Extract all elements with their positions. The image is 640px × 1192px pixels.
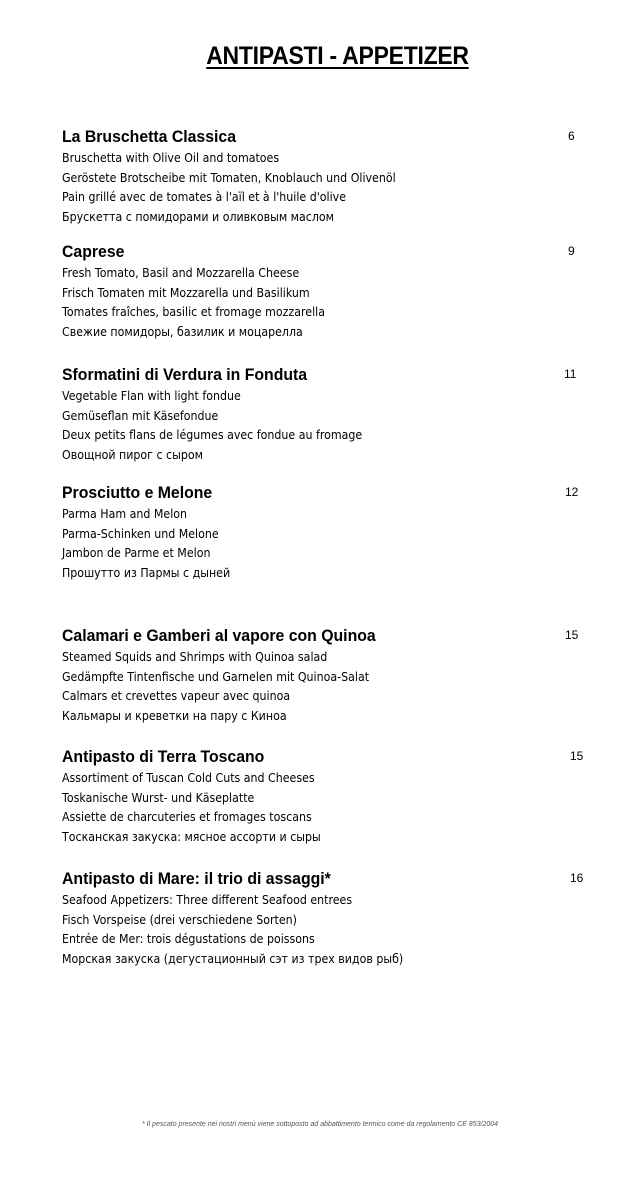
item-description: Steamed Squids and Shrimps with Quinoa salad: [62, 650, 328, 664]
footnote: * Il pescato presente nei nostri menù viene sottoposto ad abbattimento termico come da regolamento CE 853/2004: [141, 1121, 499, 1128]
item-description: Jambon de Parme et Melon: [62, 546, 211, 560]
item-description: Toskanische Wurst- und Käseplatte: [62, 790, 255, 805]
item-title: Sformatini di Verdura in Fonduta: [62, 365, 308, 384]
item-description: Овощной пирог с сыром: [62, 447, 203, 462]
item-description: Свежие помидоры, базилик и моцарелла: [62, 324, 303, 339]
item-description: Tomates fraîches, basilic et fromage mozzarella: [62, 305, 325, 319]
item-description: Geröstete Brotscheibe mit Tomaten, Knoblauch und Olivenöl: [62, 170, 396, 185]
item-title: Caprese: [62, 242, 125, 261]
item-description: Entrée de Mer: trois dégustations de poissons: [62, 932, 315, 946]
menu-item: [62, 240, 602, 342]
item-description: Fisch Vorspeise (drei verschiedene Sorten): [62, 912, 297, 927]
item-title: La Bruschetta Classica: [62, 127, 236, 146]
item-title: Calamari e Gamberi al vapore con Quinoa: [62, 626, 376, 645]
menu-item: [62, 624, 602, 726]
item-price: 15: [570, 749, 584, 763]
item-description: Прошутто из Пармы с дыней: [62, 565, 231, 580]
item-price: 9: [568, 244, 575, 258]
menu-item: [62, 745, 602, 847]
item-description: Deux petits flans de légumes avec fondue au fromage: [62, 428, 363, 442]
item-description: Seafood Appetizers: Three different Seafood entrees: [62, 893, 353, 907]
item-description: Frisch Tomaten mit Mozzarella und Basilikum: [62, 285, 310, 300]
item-description: Gedämpfte Tintenfische und Garnelen mit Quinoa-Salat: [62, 669, 370, 684]
item-price: 11: [564, 367, 577, 381]
item-description: Assiette de charcuteries et fromages toscans: [62, 810, 312, 824]
item-description: Fresh Tomato, Basil and Mozzarella Cheese: [62, 266, 300, 280]
page-title: ANTIPASTI - APPETIZER: [206, 42, 469, 70]
item-description: Bruschetta with Olive Oil and tomatoes: [62, 151, 280, 165]
item-description: Parma-Schinken und Melone: [62, 526, 219, 541]
item-title: Antipasto di Mare: il trio di assaggi*: [62, 869, 331, 888]
item-description: Pain grillé avec de tomates à l'aïl et à l'huile d'olive: [62, 190, 347, 204]
menu-item: [62, 363, 602, 465]
menu-item: [62, 481, 602, 583]
item-description: Кальмары и креветки на пару с Киноа: [62, 708, 287, 723]
item-price: 6: [568, 129, 575, 143]
item-description: Gemüseflan mit Käsefondue: [62, 408, 219, 423]
item-price: 15: [565, 628, 579, 642]
menu-item: [62, 125, 602, 227]
item-price: 12: [565, 485, 579, 499]
item-title: Prosciutto e Melone: [62, 483, 213, 502]
item-description: Assortiment of Tuscan Cold Cuts and Cheeses: [62, 771, 315, 785]
item-description: Vegetable Flan with light fondue: [62, 389, 241, 403]
menu-item: [62, 867, 602, 969]
item-description: Брускетта с помидорами и оливковым маслом: [62, 209, 334, 224]
item-title: Antipasto di Terra Toscano: [62, 747, 265, 766]
item-description: Parma Ham and Melon: [62, 507, 188, 521]
item-description: Тосканская закуска: мясное ассорти и сыры: [62, 829, 321, 844]
item-price: 16: [570, 871, 584, 885]
item-description: Calmars et crevettes vapeur avec quinoa: [62, 689, 291, 703]
item-description: Морская закуска (дегустационный сэт из трех видов рыб): [62, 951, 404, 966]
